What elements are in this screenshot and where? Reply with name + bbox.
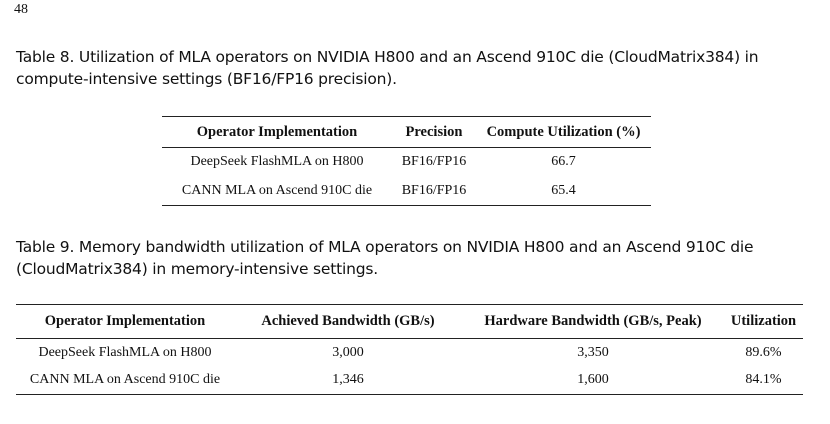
table8: [162, 116, 651, 206]
table8-cell: 65.4: [551, 182, 576, 198]
table9-header-hardware-bandwidth: Hardware Bandwidth (GB/s, Peak): [484, 313, 702, 329]
table-row: [16, 339, 803, 367]
table8-cell: BF16/FP16: [401, 182, 467, 198]
table8-header-operator: Operator Implementation: [196, 123, 358, 140]
table9-cell: 1,346: [332, 372, 364, 388]
table9: [16, 304, 803, 395]
table9-cell: CANN MLA on Ascend 910C die: [29, 372, 221, 388]
table8-header-precision: Precision: [405, 123, 463, 140]
table8-header-utilization: Compute Utilization (%): [486, 123, 641, 140]
table9-cell: 84.1%: [745, 372, 782, 388]
table9-cell: 3,350: [577, 344, 609, 360]
table9-cell: 1,600: [577, 372, 609, 388]
table8-cell: DeepSeek FlashMLA on H800: [190, 154, 364, 170]
table9-cell: DeepSeek FlashMLA on H800: [38, 344, 212, 360]
table9-header-utilization: Utilization: [730, 313, 797, 329]
table-row: [162, 177, 651, 206]
table9-header-operator: Operator Implementation: [44, 313, 206, 329]
table8-cell: 66.7: [551, 154, 576, 170]
table9-header-row: [16, 305, 803, 339]
table8-caption: Table 8. Utilization of MLA operators on NVIDIA H800 and an Ascend 910C die (CloudMatrix384) in compute-intensive settings (BF16/FP16 precision).: [16, 48, 759, 88]
table9-caption: Table 9. Memory bandwidth utilization of MLA operators on NVIDIA H800 and an Ascend 910C die (CloudMatrix384) in memory-intensive settings.: [16, 238, 754, 278]
table8-cell: CANN MLA on Ascend 910C die: [181, 182, 373, 198]
table9-header-achieved-bandwidth: Achieved Bandwidth (GB/s): [261, 313, 435, 329]
table-row: [162, 148, 651, 177]
table8-header-row: [162, 117, 651, 148]
page-number: 48: [14, 2, 28, 17]
table9-cell: 89.6%: [745, 344, 782, 360]
table8-cell: BF16/FP16: [401, 154, 467, 170]
table9-cell: 3,000: [332, 344, 364, 360]
table-row: [16, 367, 803, 395]
